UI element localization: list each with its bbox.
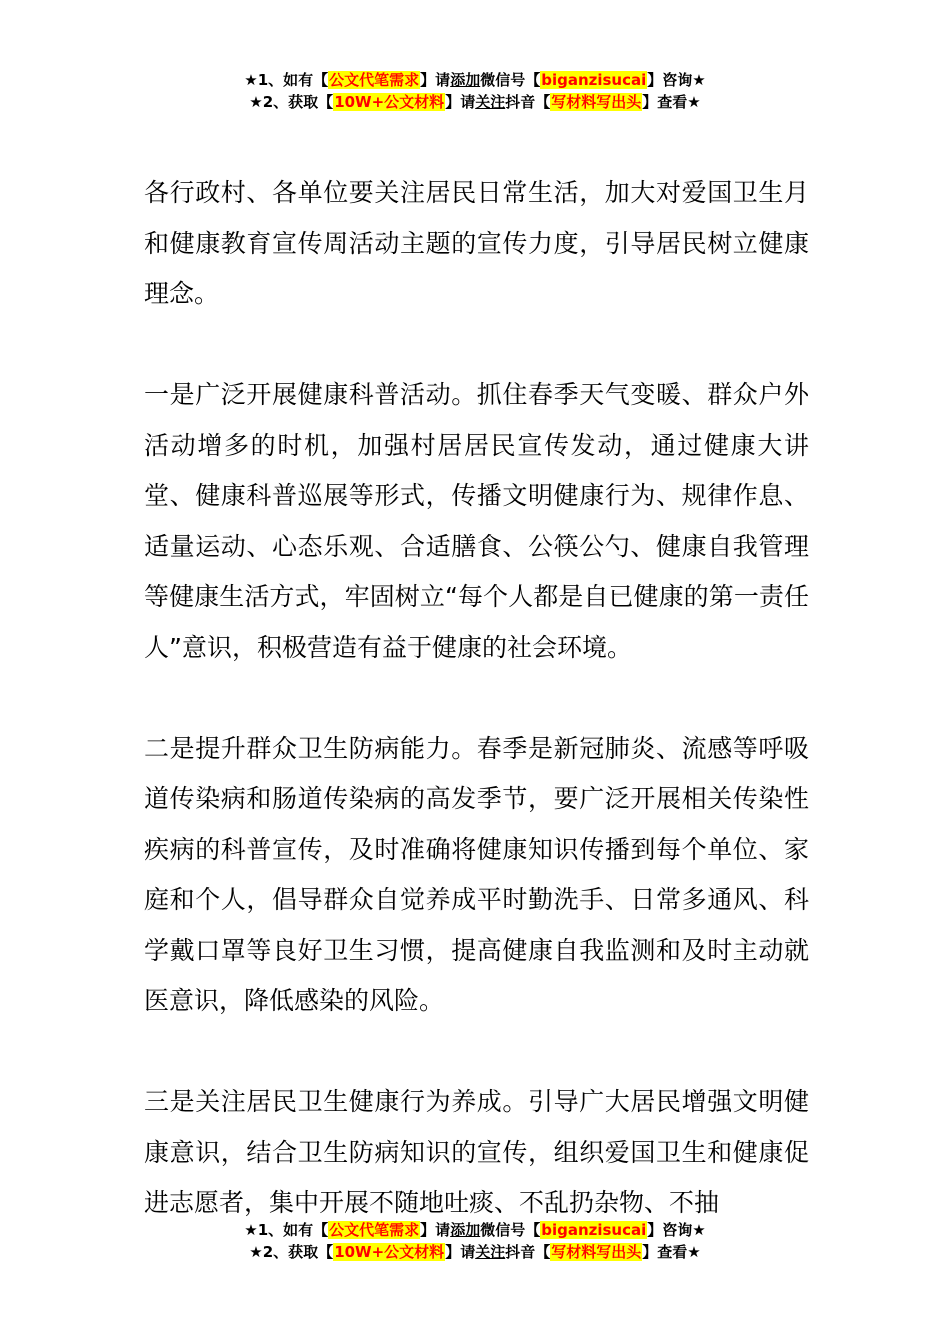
paragraph: 二是提升群众卫生防病能力。春季是新冠肺炎、流感等呼吸道传染病和肠道传染病的高发季节，要广泛开展相关传染性疾病的科普宣传，及时准确将健康知识传播到每个单位、家庭和个人，倡导群众自觉养成平时勤洗手、日常多通风、科学戴口罩等良好卫生习惯，提高健康自我监测和及时主动就医意识，降低感染的风险。 [144,733,809,1015]
banner-line-1 [0,1219,950,1241]
paragraph: 一是广泛开展健康科普活动。抓住春季天气变暖、群众户外活动增多的时机，加强村居居民宣传发动，通过健康大讲堂、健康科普巡展等形式，传播文明健康行为、规律作息、适量运动、心态乐观、合适膳食、公筷公勺、健康自我管理等健康生活方式，牢固树立“每个人都是自已健康的第一责任人”意识，积极营造有益于健康的社会环境。 [144,380,809,662]
banner-line-2 [0,91,950,113]
banner-text: ★1、如有【 [244,1221,329,1239]
banner-text: 】请 [420,1221,451,1239]
banner-highlight: 公文代笔需求 [329,1221,420,1239]
banner-highlight: 写材料写出头 [551,93,642,111]
banner-highlight: 公文代笔需求 [329,71,420,89]
banner-underlined: 添加 [450,71,481,89]
banner-text: 】请 [445,93,476,111]
banner-highlight: 10W+公文材料 [334,1243,445,1261]
banner-text: 抖音【 [505,93,551,111]
banner-underlined: 添加 [450,1221,481,1239]
banner-highlight: 写材料写出头 [551,1243,642,1261]
banner-text: ★2、获取【 [249,1243,334,1261]
footer-banner [0,1219,950,1263]
banner-text: 】查看★ [642,1243,701,1261]
banner-text: 微信号【 [480,71,541,89]
banner-text: 】请 [420,71,451,89]
banner-line-2 [0,1241,950,1263]
banner-underlined: 关注 [475,93,506,111]
banner-text: 】咨询★ [647,1221,706,1239]
paragraph: 三是关注居民卫生健康行为养成。引导广大居民增强文明健康意识，结合卫生防病知识的宣传，组织爱国卫生和健康促进志愿者，集中开展不随地吐痰、不乱扔杂物、不抽 [144,1087,809,1217]
banner-text: ★1、如有【 [244,71,329,89]
banner-text: ★2、获取【 [249,93,334,111]
header-banner [0,69,950,113]
banner-text: 微信号【 [480,1221,541,1239]
banner-underlined: 关注 [475,1243,506,1261]
banner-text: 】请 [445,1243,476,1261]
banner-highlight: biganzisucai [541,71,647,89]
banner-text: 】查看★ [642,93,701,111]
banner-highlight: 10W+公文材料 [334,93,445,111]
banner-highlight: biganzisucai [541,1221,647,1239]
document-body [144,168,809,1279]
banner-text: 抖音【 [505,1243,551,1261]
banner-text: 】咨询★ [647,71,706,89]
banner-line-1 [0,69,950,91]
paragraph: 各行政村、各单位要关注居民日常生活，加大对爱国卫生月和健康教育宣传周活动主题的宣传力度，引导居民树立健康理念。 [144,178,809,308]
